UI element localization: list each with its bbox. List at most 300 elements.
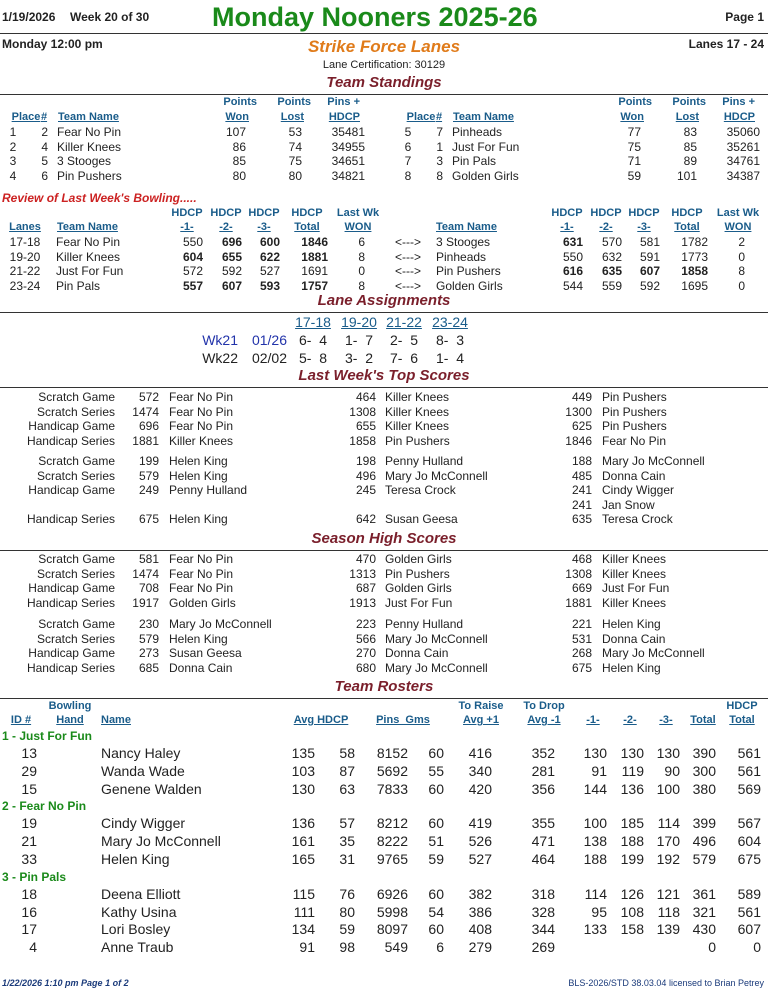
col-raise: Avg +1: [463, 714, 499, 726]
score-value-2: 680: [355, 660, 376, 675]
roster-pins: 549: [384, 939, 408, 956]
score-name-2: Teresa Crock: [385, 483, 456, 497]
score-name-1: Donna Cain: [169, 660, 233, 675]
col-g1: -1-: [180, 221, 194, 233]
col-won: Won: [225, 111, 249, 123]
roster-id: 18: [21, 885, 37, 902]
standing-place: 4: [9, 168, 17, 183]
review-team-b: Golden Girls: [436, 278, 503, 293]
roster-gms: 60: [428, 780, 444, 797]
roster-g1: 91: [591, 762, 607, 779]
roster-pins: 5692: [376, 762, 408, 779]
standing-place: 7: [404, 154, 412, 168]
season-title: Season High Scores: [311, 530, 457, 547]
score-name-3: Helen King: [602, 617, 661, 631]
roster-g2: 130: [620, 745, 644, 761]
roster-id: 21: [21, 833, 37, 850]
score-value-2: 464: [355, 390, 376, 404]
score-label: Scratch Series: [36, 404, 115, 419]
score-value-3: 531: [571, 631, 592, 646]
col-pins-top: Pins +: [327, 96, 360, 108]
score-value-1: 581: [138, 552, 159, 566]
col-total-b: Total: [674, 221, 700, 233]
review-total-a: 1691: [301, 264, 328, 278]
standing-won: 107: [225, 125, 246, 139]
score-name-2: Pin Pushers: [385, 433, 450, 448]
col-hdcp-top: HDCP: [248, 207, 280, 219]
review-game-a: 696: [221, 235, 242, 249]
review-team-a: Fear No Pin: [56, 235, 121, 249]
col-g2: -2-: [623, 714, 637, 726]
roster-id: 29: [21, 762, 37, 779]
roster-total: 430: [692, 921, 716, 938]
roster-hdcp: 87: [339, 762, 355, 779]
score-name-1: Fear No Pin: [169, 581, 234, 595]
roster-hdcp: 57: [339, 815, 355, 832]
standing-won: 80: [232, 168, 246, 183]
score-name-2: Killer Knees: [385, 419, 450, 433]
roster-name: Kathy Usina: [101, 903, 177, 920]
col-won-b: WON: [724, 221, 752, 233]
standing-won: 86: [232, 139, 246, 154]
footer-license: BLS-2026/STD 38.03.04 licensed to Brian Petrey: [568, 978, 764, 988]
col-total: Total: [690, 714, 716, 726]
score-value-3: 241: [571, 497, 592, 512]
col-num: #: [435, 111, 443, 123]
roster-hdcp-total: 567: [737, 815, 761, 832]
score-value-1: 1474: [132, 404, 159, 419]
score-label: Scratch Series: [36, 566, 115, 581]
assign-pair: 3- 2: [344, 350, 373, 366]
roster-pins: 9765: [376, 851, 408, 867]
roster-avg: 130: [291, 780, 315, 797]
roster-avg: 115: [292, 885, 315, 902]
assign-pair: 2- 5: [389, 332, 418, 348]
review-vs: <--->: [394, 264, 421, 278]
score-label: Scratch Series: [36, 468, 115, 483]
review-game-a: 592: [221, 264, 242, 278]
roster-team-name: 1 - Just For Fun: [2, 729, 92, 743]
review-won-a: 0: [358, 264, 365, 278]
score-name-3: Pin Pushers: [602, 419, 667, 433]
roster-drop: 352: [531, 745, 555, 761]
score-value-3: 1300: [565, 404, 592, 419]
col-team: Team Name: [58, 111, 119, 123]
roster-g3: 90: [664, 762, 680, 779]
col-lost: Lost: [280, 111, 304, 123]
score-name-1: Helen King: [169, 454, 228, 468]
roster-hdcp-total: 561: [737, 903, 761, 920]
col-total: Total: [294, 221, 320, 233]
roster-hdcp-total: 0: [753, 939, 761, 956]
score-value-1: 708: [138, 581, 159, 595]
score-value-3: 188: [571, 454, 592, 468]
col-g2-b: -2-: [599, 221, 613, 233]
roster-gms: 6: [436, 939, 444, 956]
roster-name: Helen King: [101, 851, 170, 867]
roster-hdcp: 59: [339, 921, 355, 938]
roster-drop: 355: [531, 815, 555, 832]
standing-team: 3 Stooges: [57, 154, 112, 168]
score-value-2: 270: [355, 646, 376, 660]
score-name-3: Killer Knees: [602, 595, 667, 610]
review-team-b: Pin Pushers: [436, 264, 501, 278]
col-pins: HDCP: [723, 111, 755, 123]
review-vs: <--->: [394, 278, 421, 293]
roster-name: Mary Jo McConnell: [101, 833, 221, 850]
score-name-3: Donna Cain: [602, 631, 666, 646]
review-total-a: 1846: [301, 235, 328, 249]
standings-rule: [0, 94, 768, 95]
score-value-1: 579: [138, 468, 159, 483]
standing-place: 8: [404, 168, 412, 183]
roster-g1: 144: [583, 780, 607, 797]
roster-avg: 91: [299, 939, 315, 956]
standing-place: 6: [404, 139, 412, 154]
standing-won: 75: [627, 139, 641, 154]
roster-avg: 134: [291, 921, 315, 938]
score-value-1: 249: [138, 483, 159, 497]
roster-pins: 5998: [376, 903, 408, 920]
review-game-a: 607: [221, 278, 242, 293]
col-lost-top: Points: [277, 96, 311, 108]
roster-id: 15: [21, 780, 37, 797]
review-game-b: 550: [562, 249, 583, 264]
review-game-b: 631: [562, 235, 583, 249]
review-game-b: 559: [601, 278, 622, 293]
review-game-b: 616: [562, 264, 583, 278]
roster-drop: 328: [531, 903, 555, 920]
roster-id: 33: [21, 851, 37, 867]
standing-lost: 74: [288, 139, 302, 154]
standing-num: 8: [436, 168, 443, 183]
roster-name: Nancy Haley: [101, 745, 181, 761]
roster-pins: 7833: [376, 780, 408, 797]
review-total-b: 1782: [681, 235, 708, 249]
roster-hdcp-total: 604: [737, 833, 761, 850]
score-value-2: 687: [355, 581, 376, 595]
score-value-2: 1308: [349, 404, 376, 419]
standing-team: Pin Pushers: [57, 168, 122, 183]
col-name: Name: [101, 714, 131, 726]
roster-pins: 8212: [376, 815, 408, 832]
roster-name: Anne Traub: [101, 939, 174, 956]
roster-g2: 126: [620, 885, 644, 902]
col-team: Team Name: [57, 221, 118, 233]
roster-drop: 356: [531, 780, 555, 797]
roster-team-name: 2 - Fear No Pin: [2, 799, 87, 814]
roster-g1: 188: [583, 851, 607, 867]
roster-drop: 318: [531, 885, 555, 902]
assign-date: 02/02: [251, 350, 287, 366]
score-name-3: Killer Knees: [602, 566, 667, 581]
review-lanes: 19-20: [9, 249, 41, 264]
score-value-2: 1858: [349, 433, 376, 448]
roster-raise: 419: [468, 815, 492, 832]
col-pins-gms: Pins Gms: [376, 714, 430, 726]
score-label: Scratch Game: [38, 390, 115, 404]
roster-total: 496: [692, 833, 716, 850]
score-name-1: Helen King: [169, 631, 228, 646]
roster-avg: 135: [291, 745, 315, 761]
col-avg-hdcp: Avg HDCP: [293, 714, 349, 726]
assign-col: 23-24: [432, 314, 468, 330]
roster-g1: 130: [583, 745, 607, 761]
col-g3: -3-: [659, 714, 673, 726]
score-value-3: 241: [571, 483, 592, 497]
assign-title: Lane Assignments: [317, 292, 451, 309]
score-value-1: 685: [138, 660, 159, 675]
roster-hdcp: 58: [339, 745, 355, 761]
roster-avg: 136: [291, 815, 315, 832]
standing-pins: 34761: [726, 154, 760, 168]
score-value-2: 470: [355, 552, 376, 566]
page-number: Page 1: [725, 10, 764, 24]
score-value-1: 1881: [132, 433, 159, 448]
review-game-b: 632: [601, 249, 622, 264]
lane-certification: Lane Certification: 30129: [322, 59, 446, 71]
review-game-a: 550: [182, 235, 203, 249]
roster-team-name: 3 - Pin Pals: [2, 869, 67, 884]
score-name-2: Mary Jo McConnell: [385, 631, 488, 646]
score-name-2: Just For Fun: [385, 595, 453, 610]
roster-drop: 464: [531, 851, 555, 867]
review-game-a: 655: [221, 249, 242, 264]
col-pins-top: Pins +: [722, 96, 755, 108]
roster-total: 399: [692, 815, 716, 832]
review-game-a: 593: [259, 278, 280, 293]
standing-num: 2: [41, 125, 48, 139]
score-value-2: 496: [355, 468, 376, 483]
score-value-2: 1313: [349, 566, 376, 581]
roster-hdcp-total: 569: [737, 780, 761, 797]
roster-hdcp-total: 589: [737, 885, 761, 902]
roster-g1: 100: [583, 815, 607, 832]
roster-raise: 279: [468, 939, 492, 956]
score-value-2: 566: [355, 631, 376, 646]
roster-raise: 420: [468, 780, 492, 797]
score-value-3: 221: [571, 617, 592, 631]
roster-raise: 527: [468, 851, 492, 867]
roster-g3: 114: [657, 815, 680, 832]
standing-pins: 34651: [331, 154, 365, 168]
score-name-1: Fear No Pin: [169, 419, 234, 433]
review-game-b: 544: [562, 278, 583, 293]
review-won-b: 8: [738, 264, 745, 278]
score-name-2: Mary Jo McConnell: [385, 660, 488, 675]
score-value-2: 223: [355, 617, 376, 631]
score-name-1: Helen King: [169, 512, 228, 526]
score-name-1: Susan Geesa: [169, 646, 242, 660]
col-lastwk: Last Wk: [336, 207, 380, 219]
header-rule: [0, 33, 768, 34]
review-total-a: 1881: [301, 249, 328, 264]
roster-pins: 8097: [376, 921, 408, 938]
assign-col: 17-18: [295, 314, 331, 330]
standing-lost: 80: [288, 168, 302, 183]
roster-g3: 118: [657, 903, 680, 920]
roster-gms: 59: [428, 851, 444, 867]
col-won-top: Points: [223, 96, 257, 108]
col-won: Won: [620, 111, 644, 123]
col-id: ID #: [10, 714, 32, 726]
col-hdcp-top-b: HDCP: [628, 207, 660, 219]
roster-g3: 192: [656, 851, 680, 867]
col-hdcp-top-b: HDCP: [551, 207, 583, 219]
review-team-b: Pinheads: [436, 249, 487, 264]
score-value-3: 1881: [565, 595, 592, 610]
roster-drop: 344: [531, 921, 555, 938]
roster-pins: 8222: [376, 833, 408, 850]
roster-hdcp: 63: [339, 780, 355, 797]
review-game-b: 591: [639, 249, 660, 264]
week-label: Week 20 of 30: [70, 10, 150, 24]
standing-num: 3: [436, 154, 443, 168]
standing-lost: 53: [288, 125, 302, 139]
league-title: Monday Nooners 2025-26: [212, 2, 538, 32]
roster-g3: 139: [656, 921, 680, 938]
col-won: WON: [344, 221, 372, 233]
review-total-b: 1695: [681, 278, 708, 293]
review-won-a: 8: [358, 249, 365, 264]
review-game-a: 600: [259, 235, 280, 249]
score-name-3: Killer Knees: [602, 552, 667, 566]
roster-total: 0: [708, 939, 716, 956]
score-value-3: 625: [571, 419, 592, 433]
lanes-range: Lanes 17 - 24: [688, 37, 764, 51]
roster-gms: 51: [428, 833, 444, 850]
roster-gms: 60: [428, 885, 444, 902]
score-name-3: Pin Pushers: [602, 404, 667, 419]
roster-gms: 60: [428, 815, 444, 832]
standing-won: 71: [627, 154, 641, 168]
roster-hdcp: 31: [339, 851, 355, 867]
score-label: Handicap Game: [28, 646, 115, 660]
score-name-1: Fear No Pin: [169, 404, 234, 419]
standing-pins: 35060: [726, 125, 760, 139]
score-label: Scratch Game: [38, 617, 115, 631]
review-won-b: 0: [738, 249, 745, 264]
roster-g3: 170: [656, 833, 680, 850]
score-value-1: 696: [138, 419, 159, 433]
score-name-2: Susan Geesa: [385, 512, 458, 526]
roster-g3: 100: [656, 780, 680, 797]
score-label: Handicap Series: [26, 595, 115, 610]
roster-g2: 188: [620, 833, 644, 850]
col-hdcp-top-b: HDCP: [590, 207, 622, 219]
roster-raise: 340: [468, 762, 492, 779]
col-lost-top: Points: [672, 96, 706, 108]
col-hdcp-top: HDCP: [726, 700, 758, 712]
standing-pins: 35481: [331, 125, 365, 139]
review-total-b: 1858: [681, 264, 708, 278]
roster-total: 380: [692, 780, 716, 797]
col-g2: -2-: [219, 221, 233, 233]
report-date: 1/19/2026: [2, 10, 56, 24]
roster-total: 321: [692, 903, 716, 920]
score-name-1: Fear No Pin: [169, 390, 234, 404]
roster-g2: 119: [621, 762, 644, 779]
score-name-3: Just For Fun: [602, 581, 670, 595]
review-team-a: Killer Knees: [56, 249, 121, 264]
review-won-a: 6: [358, 235, 365, 249]
review-won-b: 2: [738, 235, 745, 249]
score-value-3: 635: [571, 512, 592, 526]
roster-id: 17: [21, 921, 37, 938]
roster-g1: 138: [583, 833, 607, 850]
score-name-1: Helen King: [169, 468, 228, 483]
standing-lost: 85: [683, 139, 697, 154]
review-game-b: 570: [601, 235, 622, 249]
assign-date: 01/26: [251, 332, 287, 348]
score-name-2: Penny Hulland: [385, 617, 464, 631]
score-value-1: 273: [138, 646, 159, 660]
score-label: Handicap Game: [28, 483, 115, 497]
col-hdcp-total: Total: [729, 714, 755, 726]
standing-pins: 35261: [726, 139, 760, 154]
score-label: Scratch Series: [36, 631, 115, 646]
review-team-a: Just For Fun: [56, 264, 124, 278]
score-name-3: Cindy Wigger: [602, 483, 675, 497]
standing-num: 6: [41, 168, 48, 183]
day-time: Monday 12:00 pm: [2, 37, 103, 51]
score-name-2: Killer Knees: [385, 390, 450, 404]
col-g3: -3-: [257, 221, 271, 233]
score-name-2: Killer Knees: [385, 404, 450, 419]
assign-rule: [0, 312, 768, 313]
roster-id: 19: [21, 815, 37, 832]
col-drop: Avg -1: [527, 714, 561, 726]
roster-g2: 158: [620, 921, 644, 938]
roster-pins: 8152: [376, 745, 408, 761]
score-value-3: 485: [571, 468, 592, 483]
score-value-3: 669: [571, 581, 592, 595]
score-label: Handicap Series: [26, 660, 115, 675]
score-value-2: 1913: [349, 595, 376, 610]
col-team: Team Name: [453, 111, 514, 123]
score-value-3: 468: [571, 552, 592, 566]
score-label: Scratch Game: [38, 454, 115, 468]
roster-g1: 114: [584, 885, 607, 902]
roster-drop: 281: [531, 762, 555, 779]
score-value-3: 1308: [565, 566, 592, 581]
roster-name: Genene Walden: [101, 780, 202, 797]
roster-raise: 416: [468, 745, 492, 761]
col-won-top: Points: [618, 96, 652, 108]
review-game-a: 527: [259, 264, 280, 278]
standing-lost: 101: [676, 168, 697, 183]
review-won-b: 0: [738, 278, 745, 293]
standings-title: Team Standings: [326, 74, 442, 91]
score-value-2: 642: [355, 512, 376, 526]
assign-pair: 7- 6: [389, 350, 418, 366]
roster-g2: 199: [620, 851, 644, 867]
roster-raise: 408: [468, 921, 492, 938]
roster-hdcp-total: 607: [737, 921, 761, 938]
col-drop-top: To Drop: [523, 700, 565, 712]
col-raise-top: To Raise: [458, 700, 504, 712]
standing-place: 3: [9, 154, 17, 168]
review-team-a: Pin Pals: [56, 278, 101, 293]
roster-g1: 95: [591, 903, 607, 920]
score-value-3: 449: [571, 390, 592, 404]
score-value-1: 199: [138, 454, 159, 468]
review-title: Review of Last Week's Bowling.....: [2, 191, 197, 205]
review-game-a: 572: [182, 264, 203, 278]
score-value-3: 1846: [565, 433, 592, 448]
assign-week: Wk21: [202, 332, 238, 348]
review-vs: <--->: [394, 249, 421, 264]
